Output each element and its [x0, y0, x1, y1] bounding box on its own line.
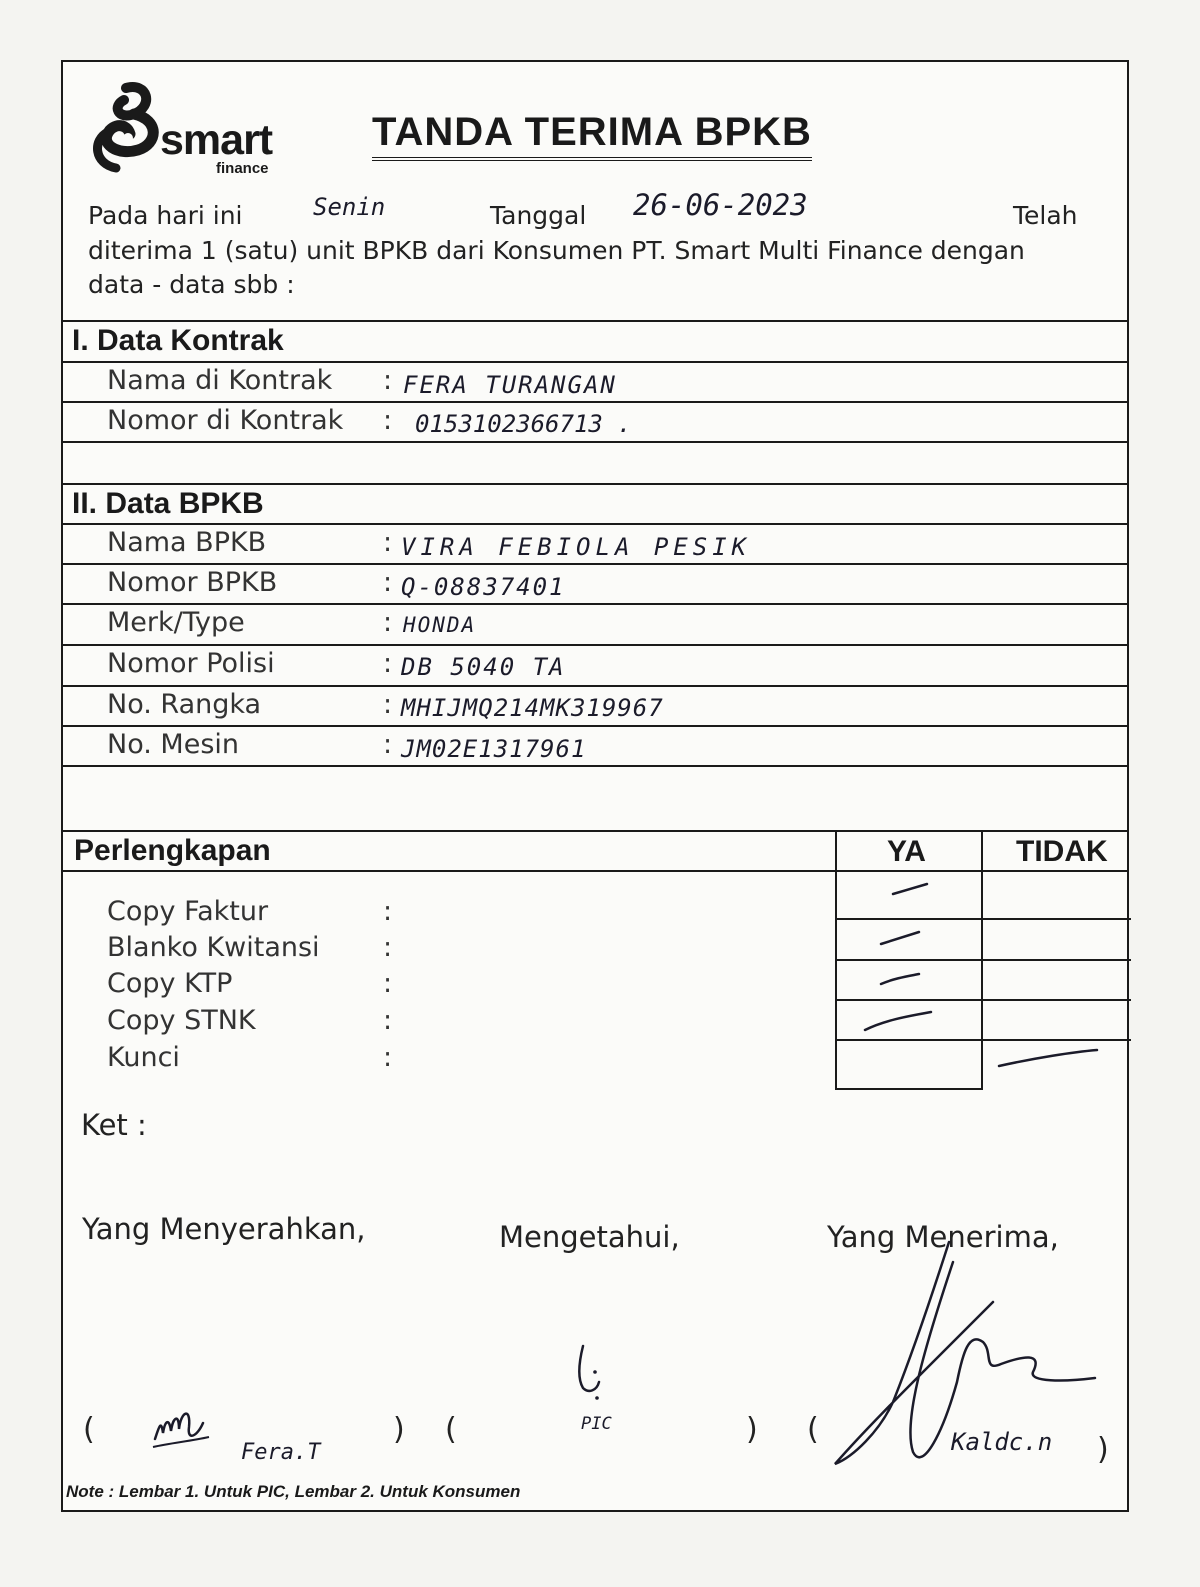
tidak-mark-kunci [999, 1050, 1097, 1066]
row-value: VIRA FEBIOLA PESIK [401, 533, 752, 561]
page-title: TANDA TERIMA BPKB [372, 110, 812, 161]
item-label: Copy KTP [107, 968, 233, 999]
ya-mark-blanko-kwitansi [881, 932, 919, 944]
section-title-bpkb: II. Data BPKB [72, 487, 264, 520]
row-colon: : [383, 729, 393, 760]
date-value: 26-06-2023 [633, 188, 808, 222]
row-label: No. Rangka [107, 689, 262, 720]
kontrak-row [63, 362, 1127, 402]
bpkb-row [63, 564, 1127, 604]
column-header-tidak: TIDAK [1016, 835, 1108, 868]
smart-logo-icon [88, 80, 168, 180]
item-colon: : [383, 896, 393, 927]
divider [63, 830, 1127, 832]
item-colon: : [383, 968, 393, 999]
item-label: Copy Faktur [107, 896, 269, 927]
row-colon: : [383, 365, 393, 396]
signature-name-menyerahkan: Fera.T [241, 1440, 321, 1465]
day-label: Pada hari ini [88, 201, 243, 230]
ya-mark-copy-faktur [893, 884, 927, 894]
checklist-item [107, 896, 437, 932]
logo-wordmark: smart [160, 116, 273, 164]
row-value: 0153102366713 . [415, 410, 632, 438]
row-value: Q-08837401 [401, 573, 566, 601]
row-value: DB 5040 TA [401, 653, 566, 681]
bpkb-row [63, 726, 1127, 766]
checklist-item [107, 1042, 437, 1078]
row-colon: : [383, 607, 393, 638]
row-colon: : [383, 567, 393, 598]
paren-open: ( [807, 1412, 819, 1447]
day-value: Senin [313, 193, 386, 221]
signature-mengetahui-icon [573, 1342, 613, 1412]
signature-menyerahkan-icon [151, 1397, 221, 1457]
bpkb-row [63, 604, 1127, 644]
row-label: Merk/Type [107, 607, 245, 638]
bpkb-row [63, 686, 1127, 726]
row-value: FERA TURANGAN [403, 371, 617, 399]
item-colon: : [383, 1005, 393, 1036]
telah-text: Telah [1013, 201, 1078, 230]
divider [63, 765, 1127, 767]
row-label: Nama BPKB [107, 527, 267, 558]
row-label: Nomor di Kontrak [107, 405, 344, 436]
bpkb-row [63, 645, 1127, 685]
paren-close: ) [746, 1412, 758, 1447]
row-label: No. Mesin [107, 729, 239, 760]
row-colon: : [383, 405, 393, 436]
row-label: Nama di Kontrak [107, 365, 333, 396]
ket-label: Ket : [81, 1108, 147, 1142]
logo-subtitle: finance [216, 160, 269, 177]
item-colon: : [383, 932, 393, 963]
item-label: Blanko Kwitansi [107, 932, 320, 963]
checklist-item [107, 1005, 437, 1041]
row-colon: : [383, 648, 393, 679]
divider [63, 483, 1127, 485]
paren-open: ( [445, 1412, 457, 1447]
paren-open: ( [83, 1412, 95, 1447]
signature-label-mengetahui: Mengetahui, [499, 1220, 680, 1254]
section-title-perlengkapan: Perlengkapan [74, 834, 271, 867]
item-colon: : [383, 1042, 393, 1073]
section-title-kontrak: I. Data Kontrak [72, 324, 284, 357]
signature-label-menerima: Yang Menerima, [827, 1220, 1059, 1254]
date-label: Tanggal [490, 201, 587, 230]
ya-mark-copy-stnk [865, 1012, 931, 1030]
checkmarks-layer [835, 870, 1131, 1090]
row-colon: : [383, 689, 393, 720]
signature-name-mengetahui: PIC [581, 1414, 612, 1434]
row-value: JM02E1317961 [401, 735, 587, 763]
intro-line-1 [88, 188, 1088, 238]
column-header-ya: YA [887, 835, 926, 868]
smart-finance-logo [88, 80, 288, 180]
checklist-item [107, 932, 437, 968]
item-label: Kunci [107, 1042, 180, 1073]
intro-line-2: diterima 1 (satu) unit BPKB dari Konsumen PT. Smart Multi Finance dengan [88, 236, 1025, 265]
paren-close: ) [1097, 1432, 1109, 1467]
row-value: HONDA [403, 613, 477, 637]
signature-label-menyerahkan: Yang Menyerahkan, [82, 1212, 366, 1246]
divider [63, 320, 1127, 322]
ya-mark-copy-ktp [881, 974, 919, 984]
receipt-form [61, 60, 1129, 1512]
intro-line-3: data - data sbb : [88, 270, 295, 299]
bpkb-row [63, 524, 1127, 564]
item-label: Copy STNK [107, 1005, 256, 1036]
signature-name-menerima: Kaldc.n [951, 1428, 1053, 1456]
row-colon: : [383, 527, 393, 558]
row-label: Nomor BPKB [107, 567, 278, 598]
row-label: Nomor Polisi [107, 648, 275, 679]
footer-note: Note : Lembar 1. Untuk PIC, Lembar 2. Untuk Konsumen [66, 1482, 521, 1501]
row-value: MHIJMQ214MK319967 [401, 694, 664, 722]
paren-close: ) [393, 1412, 405, 1447]
kontrak-row [63, 402, 1127, 442]
divider [63, 441, 1127, 443]
checklist-item [107, 968, 437, 1004]
